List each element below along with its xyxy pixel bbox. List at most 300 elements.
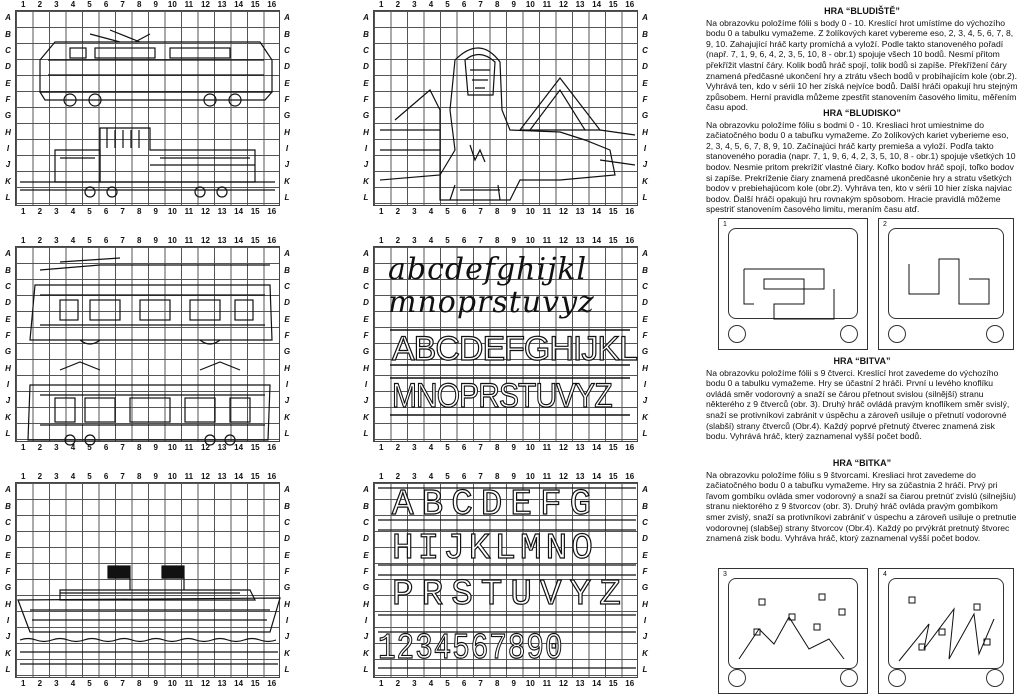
column-label: 3 bbox=[412, 472, 417, 481]
column-label: 2 bbox=[37, 207, 43, 216]
row-label: J bbox=[5, 160, 11, 170]
column-label: 8 bbox=[494, 0, 500, 9]
rules-bitva bbox=[706, 356, 1018, 442]
column-label: 1 bbox=[379, 679, 384, 688]
column-label: 5 bbox=[87, 472, 92, 481]
row-label: I bbox=[643, 143, 647, 153]
column-label: 4 bbox=[428, 679, 434, 688]
row-label: B bbox=[5, 265, 11, 275]
row-label: F bbox=[284, 330, 290, 340]
column-label: 7 bbox=[478, 207, 483, 216]
row-label: L bbox=[363, 664, 369, 674]
column-label: 9 bbox=[153, 443, 158, 452]
column-label: 3 bbox=[412, 679, 417, 688]
column-label: 11 bbox=[542, 0, 552, 9]
column-label: 2 bbox=[37, 472, 43, 481]
column-label: 10 bbox=[167, 236, 177, 245]
figure-1 bbox=[718, 218, 868, 350]
column-label: 8 bbox=[136, 472, 142, 481]
row-label: J bbox=[642, 632, 648, 642]
row-label: J bbox=[5, 396, 11, 406]
column-label: 2 bbox=[395, 443, 401, 452]
column-label: 1 bbox=[21, 679, 26, 688]
column-label: 4 bbox=[428, 207, 434, 216]
row-label: B bbox=[642, 265, 648, 275]
column-label: 12 bbox=[559, 0, 568, 9]
column-label: 3 bbox=[412, 443, 417, 452]
row-label: E bbox=[363, 78, 369, 88]
column-label: 6 bbox=[103, 236, 109, 245]
row-label: H bbox=[363, 363, 369, 373]
row-label: G bbox=[283, 583, 291, 593]
row-label: B bbox=[363, 29, 369, 39]
row-label: C bbox=[642, 517, 648, 527]
row-label: L bbox=[284, 192, 290, 202]
row-label: D bbox=[284, 298, 290, 308]
row-label: I bbox=[285, 615, 289, 625]
column-label: 13 bbox=[217, 236, 227, 245]
column-label: 13 bbox=[575, 207, 585, 216]
row-label: G bbox=[362, 583, 370, 593]
row-label: I bbox=[285, 143, 289, 153]
column-label: 15 bbox=[250, 679, 260, 688]
column-label: 14 bbox=[234, 443, 244, 452]
row-label: G bbox=[4, 111, 12, 121]
column-label: 9 bbox=[511, 472, 516, 481]
row-label: G bbox=[283, 347, 291, 357]
row-label: C bbox=[5, 281, 11, 291]
row-label: J bbox=[5, 632, 11, 642]
column-label: 7 bbox=[478, 443, 483, 452]
row-label: G bbox=[641, 347, 649, 357]
row-label: I bbox=[643, 615, 647, 625]
column-label: 12 bbox=[201, 0, 210, 9]
section-title: HRA “BLUDIŠTĚ” bbox=[824, 6, 900, 16]
column-label: 15 bbox=[250, 207, 260, 216]
row-label: J bbox=[284, 396, 290, 406]
column-label: 5 bbox=[87, 0, 92, 9]
rules-bitka bbox=[706, 458, 1018, 544]
row-label: C bbox=[642, 281, 648, 291]
section-body: Na obrazovku položíme fóliu s bodmi 0 - 10. Kresliaci hrot umiestnime do začiatočného bodu 0 a tabuľku vymažeme. Zo žolíkových kariet vyberieme eso, 2, 3, 4, 5, 6, 7, 8, 9, 10. Začínajúci hráč karty premieša a vyloží. Podľa takto stanoveného poradia (napr. 7, 1, 9, 6, 4, 2, 3, 5, 10, 8 - obr.1) spojuje všetkých 10 bodov. Nesmie pritom prekrížiť vlastné čiary. Koľko bodov hráč spojí, toľko bodov si zapíše. Prekríženie čiary znamená predčasné ukončenie hry a stratu všetkých bodov v prebiehajúcom kole (obr.2). Vyhráva ten, kto v sérii 10 hier získa najviac bodov. Ďalší hráči opakujú hru rovnakým spôsobom. Hracie pravidlá môžeme spestriť stanovením časového limitu, meraním času atď. bbox=[706, 119, 1016, 215]
column-label: 16 bbox=[625, 679, 635, 688]
column-label: 6 bbox=[461, 207, 467, 216]
column-label: 13 bbox=[575, 0, 585, 9]
row-label: K bbox=[5, 176, 11, 186]
outline-line-4: 1234567890 bbox=[378, 628, 564, 669]
column-label: 7 bbox=[478, 472, 483, 481]
column-label: 16 bbox=[267, 472, 277, 481]
row-label: L bbox=[284, 664, 290, 674]
column-label: 8 bbox=[136, 0, 142, 9]
row-label: H bbox=[284, 127, 290, 137]
block-line-2: MNOPRSTUVYZ bbox=[392, 377, 612, 415]
row-label: H bbox=[642, 127, 648, 137]
column-label: 13 bbox=[217, 472, 227, 481]
column-label: 14 bbox=[234, 207, 244, 216]
column-label: 16 bbox=[625, 443, 635, 452]
column-label: 9 bbox=[511, 207, 516, 216]
column-label: 10 bbox=[525, 679, 535, 688]
row-label: L bbox=[5, 664, 11, 674]
row-label: I bbox=[364, 143, 368, 153]
column-label: 16 bbox=[267, 679, 277, 688]
column-label: 15 bbox=[250, 236, 260, 245]
row-label: K bbox=[284, 648, 290, 658]
row-label: I bbox=[6, 143, 10, 153]
column-label: 4 bbox=[70, 679, 76, 688]
row-label: C bbox=[284, 45, 290, 55]
section-title: HRA “BLUDISKO” bbox=[823, 108, 901, 118]
column-label: 12 bbox=[559, 207, 568, 216]
column-label: 5 bbox=[445, 0, 450, 9]
column-label: 7 bbox=[478, 236, 483, 245]
figure-3 bbox=[718, 568, 868, 694]
row-label: C bbox=[363, 517, 369, 527]
row-label: D bbox=[642, 62, 648, 72]
column-label: 11 bbox=[184, 0, 194, 9]
column-label: 5 bbox=[445, 443, 450, 452]
column-label: 8 bbox=[136, 443, 142, 452]
row-label: E bbox=[642, 550, 648, 560]
column-label: 13 bbox=[575, 472, 585, 481]
column-label: 15 bbox=[608, 0, 618, 9]
row-label: F bbox=[642, 94, 648, 104]
figure-2 bbox=[878, 218, 1014, 350]
section-title: HRA “BITKA” bbox=[832, 458, 892, 468]
column-label: 8 bbox=[494, 207, 500, 216]
figure-4 bbox=[878, 568, 1014, 694]
column-label: 13 bbox=[217, 207, 227, 216]
column-label: 4 bbox=[70, 472, 76, 481]
column-label: 11 bbox=[184, 443, 194, 452]
row-label: I bbox=[364, 615, 368, 625]
row-label: I bbox=[6, 615, 10, 625]
row-label: G bbox=[4, 583, 12, 593]
column-label: 3 bbox=[54, 679, 59, 688]
column-label: 14 bbox=[592, 472, 602, 481]
row-label: G bbox=[362, 347, 370, 357]
column-label: 12 bbox=[201, 443, 210, 452]
column-label: 7 bbox=[478, 679, 483, 688]
column-label: 15 bbox=[608, 207, 618, 216]
row-label: F bbox=[5, 566, 11, 576]
outline-line-2: HIJKLMNO bbox=[392, 528, 597, 569]
row-label: J bbox=[642, 160, 648, 170]
column-label: 7 bbox=[120, 472, 125, 481]
row-label: E bbox=[5, 550, 11, 560]
row-label: F bbox=[363, 566, 369, 576]
column-label: 4 bbox=[70, 443, 76, 452]
row-label: H bbox=[642, 599, 648, 609]
column-label: 1 bbox=[21, 207, 26, 216]
column-label: 1 bbox=[379, 443, 384, 452]
figure-3-path bbox=[719, 569, 869, 695]
row-label: B bbox=[363, 265, 369, 275]
row-label: B bbox=[284, 265, 290, 275]
row-label: H bbox=[5, 363, 11, 373]
column-label: 16 bbox=[267, 443, 277, 452]
row-label: K bbox=[642, 176, 648, 186]
row-label: L bbox=[642, 192, 648, 202]
row-label: L bbox=[5, 192, 11, 202]
row-label: I bbox=[364, 379, 368, 389]
column-label: 5 bbox=[87, 679, 92, 688]
row-label: K bbox=[642, 648, 648, 658]
column-label: 5 bbox=[445, 207, 450, 216]
row-label: J bbox=[363, 396, 369, 406]
column-label: 9 bbox=[511, 679, 516, 688]
column-label: 11 bbox=[542, 679, 552, 688]
row-label: D bbox=[5, 298, 11, 308]
column-label: 3 bbox=[412, 236, 417, 245]
column-label: 10 bbox=[525, 0, 535, 9]
column-label: 8 bbox=[136, 207, 142, 216]
row-label: B bbox=[642, 501, 648, 511]
row-label: D bbox=[284, 534, 290, 544]
row-label: C bbox=[363, 281, 369, 291]
row-label: L bbox=[363, 192, 369, 202]
column-label: 7 bbox=[120, 0, 125, 9]
column-label: 11 bbox=[184, 207, 194, 216]
column-label: 8 bbox=[136, 236, 142, 245]
row-label: J bbox=[284, 160, 290, 170]
column-label: 3 bbox=[54, 207, 59, 216]
column-label: 6 bbox=[461, 472, 467, 481]
column-label: 9 bbox=[511, 0, 516, 9]
row-label: L bbox=[5, 428, 11, 438]
column-label: 10 bbox=[167, 472, 177, 481]
figure-number: 1 bbox=[723, 221, 727, 228]
column-label: 10 bbox=[525, 472, 535, 481]
column-label: 16 bbox=[625, 236, 635, 245]
row-label: I bbox=[285, 379, 289, 389]
outline-line-3: PRSTUVYZ bbox=[392, 574, 629, 615]
row-label: K bbox=[363, 412, 369, 422]
row-label: D bbox=[363, 62, 369, 72]
column-label: 14 bbox=[592, 443, 602, 452]
row-label: H bbox=[5, 127, 11, 137]
column-label: 2 bbox=[395, 679, 401, 688]
column-label: 9 bbox=[153, 679, 158, 688]
column-label: 7 bbox=[120, 236, 125, 245]
row-label: F bbox=[363, 330, 369, 340]
figure-1-path bbox=[719, 219, 869, 351]
row-label: A bbox=[363, 485, 369, 495]
row-label: K bbox=[284, 412, 290, 422]
row-label: F bbox=[284, 566, 290, 576]
column-label: 10 bbox=[167, 207, 177, 216]
column-label: 4 bbox=[428, 236, 434, 245]
section-title: HRA “BITVA” bbox=[833, 356, 891, 366]
column-label: 1 bbox=[21, 443, 26, 452]
column-label: 2 bbox=[37, 679, 43, 688]
column-label: 5 bbox=[445, 236, 450, 245]
row-label: C bbox=[5, 517, 11, 527]
locomotive-drawing bbox=[20, 30, 275, 197]
row-label: G bbox=[362, 111, 370, 121]
column-label: 3 bbox=[54, 443, 59, 452]
row-label: L bbox=[363, 428, 369, 438]
row-label: B bbox=[5, 29, 11, 39]
column-label: 5 bbox=[445, 472, 450, 481]
column-label: 1 bbox=[379, 207, 384, 216]
column-label: 6 bbox=[103, 472, 109, 481]
column-label: 15 bbox=[608, 443, 618, 452]
row-label: K bbox=[363, 648, 369, 658]
row-label: E bbox=[5, 78, 11, 88]
column-label: 16 bbox=[625, 207, 635, 216]
row-label: J bbox=[363, 632, 369, 642]
column-label: 10 bbox=[167, 0, 177, 9]
row-label: B bbox=[363, 501, 369, 511]
row-label: C bbox=[363, 45, 369, 55]
row-label: L bbox=[642, 428, 648, 438]
figure-2-path bbox=[879, 219, 1015, 351]
column-label: 1 bbox=[379, 472, 384, 481]
column-label: 12 bbox=[559, 679, 568, 688]
row-label: B bbox=[5, 501, 11, 511]
column-label: 5 bbox=[87, 207, 92, 216]
row-label: L bbox=[642, 664, 648, 674]
row-label: I bbox=[6, 379, 10, 389]
row-label: K bbox=[5, 412, 11, 422]
row-label: A bbox=[5, 249, 11, 259]
section-body: Na obrazovku položíme fóliu s 9 štvorcami. Kresliaci hrot zavedeme do začiatočného bodu 0 a tabuľku vymažeme. Hry sa zúčastnia 2 hráči. Prvý pri ľavom gombíku ovláda smer vodorovný a snaží sa čiarou pretnúť zvislú (silnejšiu) stranu niektorého z 9 štvorcov (obr. 3). Druhý hráč ovláda pravým gombíkom smer zvislý, snaží sa protivníkovi zabrániť v úspechu a zároveň usiluje o pretnutie vodorovnej (slabšej) strany štvorcov (Obr.4). Každý po prvýkrát pretnutý štvorec znamená zisk bodu. Vyhráva hráč, ktorý zaznamenal vyšší počet bodov. bbox=[706, 469, 1017, 544]
row-label: J bbox=[284, 632, 290, 642]
column-label: 6 bbox=[103, 207, 109, 216]
row-label: B bbox=[284, 501, 290, 511]
column-label: 14 bbox=[234, 236, 244, 245]
row-label: F bbox=[5, 94, 11, 104]
column-label: 12 bbox=[559, 472, 568, 481]
column-label: 12 bbox=[201, 472, 210, 481]
section-body: Na obrazovku položíme fólii s body 0 - 10. Kreslící hrot umístíme do výchozího bodu 0 a tabulku vymažeme. Z žolíkových karet vybereme eso, 2, 3, 4, 5, 6, 7, 8, 9, 10. Zahajující hráč karty promíchá a vyloží. Podle takto stanoveného pořadí (např. 7, 1, 9, 6, 4, 2, 3, 5, 10, 8 - obr.1) spojuje všech 10 bodů. Nesmí přitom překřížit vlastní čáry. Kolik bodů hráč spojí, tolik bodů si zapíše. Překřížení čáry znamená předčasné ukončení hry a ztrátu všech bodů v probíhajícím kole (obr.2). Vyhrává ten, kdo v sérii 10 her získá nejvíce bodů. Další hráči opakují hru stejným způsobem. Herní pravidla můžeme zpestřit stanovením časového limitu, měřením času apod. bbox=[706, 17, 1018, 113]
column-label: 10 bbox=[525, 443, 535, 452]
column-label: 16 bbox=[267, 236, 277, 245]
column-label: 9 bbox=[153, 0, 158, 9]
column-label: 8 bbox=[494, 443, 500, 452]
row-label: E bbox=[642, 78, 648, 88]
column-label: 13 bbox=[217, 679, 227, 688]
row-label: D bbox=[5, 534, 11, 544]
column-label: 11 bbox=[542, 207, 552, 216]
row-label: E bbox=[284, 550, 290, 560]
column-label: 1 bbox=[21, 236, 26, 245]
row-label: D bbox=[363, 298, 369, 308]
row-label: A bbox=[284, 249, 290, 259]
row-label: H bbox=[284, 599, 290, 609]
column-label: 12 bbox=[559, 236, 568, 245]
column-label: 14 bbox=[592, 207, 602, 216]
row-label: F bbox=[642, 330, 648, 340]
rules-bludisko bbox=[706, 108, 1018, 215]
column-label: 9 bbox=[153, 207, 158, 216]
column-label: 4 bbox=[70, 236, 76, 245]
column-label: 3 bbox=[54, 472, 59, 481]
row-label: H bbox=[363, 127, 369, 137]
row-label: F bbox=[363, 94, 369, 104]
column-label: 7 bbox=[120, 207, 125, 216]
column-label: 2 bbox=[37, 0, 43, 9]
row-label: H bbox=[363, 599, 369, 609]
row-label: D bbox=[363, 534, 369, 544]
row-label: A bbox=[284, 13, 290, 23]
column-label: 4 bbox=[428, 0, 434, 9]
row-label: F bbox=[5, 330, 11, 340]
column-label: 2 bbox=[37, 236, 43, 245]
column-label: 6 bbox=[461, 0, 467, 9]
column-label: 9 bbox=[511, 443, 516, 452]
row-label: H bbox=[642, 363, 648, 373]
row-label: D bbox=[284, 62, 290, 72]
row-label: K bbox=[363, 176, 369, 186]
column-label: 12 bbox=[201, 236, 210, 245]
tram-drawing bbox=[28, 258, 272, 445]
row-label: D bbox=[642, 534, 648, 544]
column-label: 13 bbox=[217, 443, 227, 452]
row-label: F bbox=[284, 94, 290, 104]
row-label: C bbox=[284, 517, 290, 527]
column-label: 11 bbox=[542, 443, 552, 452]
column-label: 2 bbox=[395, 472, 401, 481]
column-label: 14 bbox=[234, 0, 244, 9]
column-label: 8 bbox=[494, 236, 500, 245]
figure-number: 2 bbox=[883, 221, 887, 228]
sphinx-drawing bbox=[380, 48, 635, 200]
row-label: A bbox=[642, 13, 648, 23]
column-label: 8 bbox=[494, 679, 500, 688]
column-label: 6 bbox=[461, 236, 467, 245]
row-label: D bbox=[5, 62, 11, 72]
column-label: 13 bbox=[575, 443, 585, 452]
block-line-1: ABCDEFGHIJKL bbox=[392, 330, 637, 368]
row-label: B bbox=[284, 29, 290, 39]
column-label: 11 bbox=[184, 679, 194, 688]
column-label: 6 bbox=[103, 0, 109, 9]
figure-number: 3 bbox=[723, 571, 727, 578]
column-label: 14 bbox=[234, 679, 244, 688]
column-label: 15 bbox=[250, 443, 260, 452]
column-label: 10 bbox=[167, 443, 177, 452]
column-label: 13 bbox=[575, 236, 585, 245]
column-label: 8 bbox=[136, 679, 142, 688]
column-label: 1 bbox=[21, 0, 26, 9]
column-label: 12 bbox=[559, 443, 568, 452]
column-label: 16 bbox=[625, 472, 635, 481]
column-label: 3 bbox=[54, 0, 59, 9]
column-label: 3 bbox=[412, 0, 417, 9]
column-label: 16 bbox=[267, 207, 277, 216]
row-label: E bbox=[284, 314, 290, 324]
column-label: 7 bbox=[120, 679, 125, 688]
row-label: A bbox=[284, 485, 290, 495]
column-label: 6 bbox=[461, 679, 467, 688]
row-label: E bbox=[284, 78, 290, 88]
column-label: 15 bbox=[608, 236, 618, 245]
row-label: K bbox=[642, 412, 648, 422]
rules-bludiste bbox=[706, 6, 1018, 113]
column-label: 2 bbox=[395, 236, 401, 245]
column-label: 11 bbox=[542, 236, 552, 245]
column-label: 1 bbox=[379, 0, 384, 9]
column-label: 9 bbox=[511, 236, 516, 245]
ship-drawing bbox=[18, 566, 280, 664]
row-label: E bbox=[642, 314, 648, 324]
column-label: 13 bbox=[217, 0, 227, 9]
column-label: 1 bbox=[21, 472, 26, 481]
column-label: 14 bbox=[234, 472, 244, 481]
